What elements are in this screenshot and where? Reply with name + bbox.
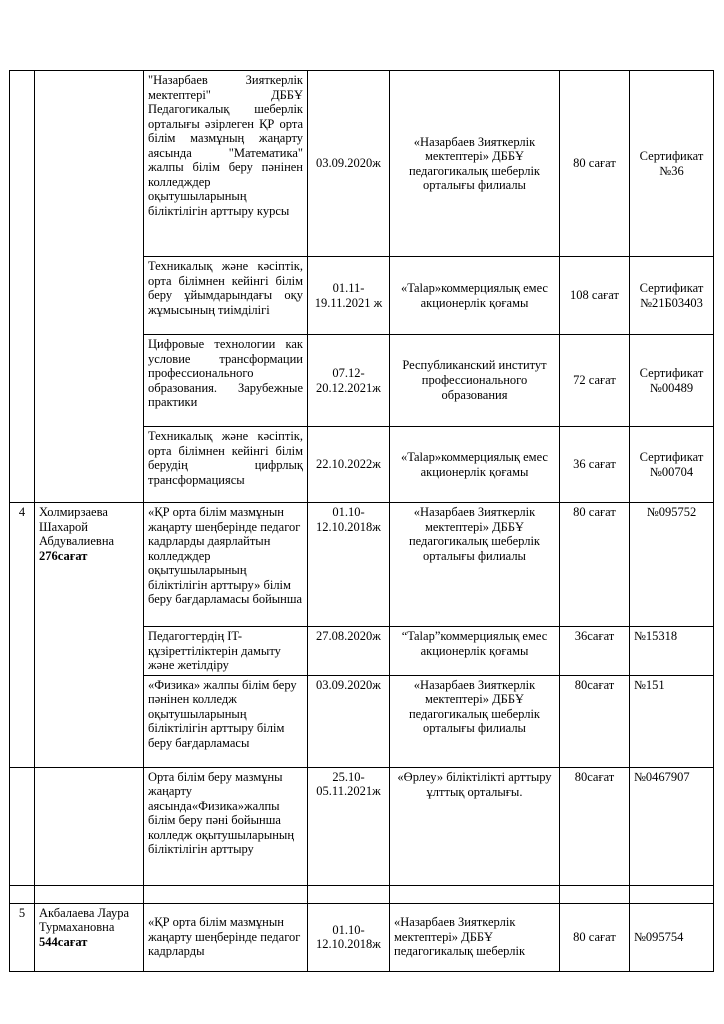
table-row bbox=[10, 903, 714, 971]
row-number-cell: 5 bbox=[10, 903, 35, 971]
course-title-cell: «ҚР орта білім мазмұнын жаңарту шеңберінде педагог кадрларды bbox=[144, 903, 308, 971]
date-cell: 22.10.2022ж bbox=[308, 427, 390, 503]
course-title-cell: Цифровые технологии как условие трансформации профессионального образования. Зарубежные практики bbox=[144, 335, 308, 427]
organization-cell: «Назарбаев Зияткерлік мектептері» ДББҰ педагогикалық шеберлік орталығы филиалы bbox=[390, 675, 560, 767]
row-number-cell bbox=[10, 767, 35, 885]
certificate-cell: №15318 bbox=[630, 627, 714, 676]
teacher-name: Акбалаева Лаура Турмахановна bbox=[39, 905, 129, 934]
organization-cell: «Өрлеу» біліктілікті арттыру ұлттық орталығы. bbox=[390, 767, 560, 885]
teacher-name-cell bbox=[35, 767, 144, 885]
table-row bbox=[10, 503, 714, 627]
row-number-cell: 4 bbox=[10, 503, 35, 768]
teacher-name-cell bbox=[35, 885, 144, 903]
certificate-cell: №151 bbox=[630, 675, 714, 767]
row-number-cell bbox=[10, 885, 35, 903]
date-cell: 03.09.2020ж bbox=[308, 675, 390, 767]
teacher-name-cell bbox=[35, 71, 144, 503]
hours-cell bbox=[560, 885, 630, 903]
hours-cell: 36сағат bbox=[560, 627, 630, 676]
hours-cell: 108 сағат bbox=[560, 257, 630, 335]
course-title-cell bbox=[144, 885, 308, 903]
course-title-cell: «ҚР орта білім мазмұнын жаңарту шеңберінде педагог кадрларды даярлайтын колледждер оқытушыларының біліктілігін арттыру» білім беру бағдарламасы бойынша bbox=[144, 503, 308, 627]
hours-cell: 80 сағат bbox=[560, 71, 630, 257]
certificate-cell: №0467907 bbox=[630, 767, 714, 885]
teacher-name: Холмирзаева Шахарой Абдувалиевна bbox=[39, 505, 115, 548]
course-title-cell: Педагогтердің IT-құзіреттіліктерін дамыту және жетілдіру bbox=[144, 627, 308, 676]
teacher-total-hours: 544сағат bbox=[39, 934, 88, 949]
date-cell: 25.10-05.11.2021ж bbox=[308, 767, 390, 885]
date-cell: 03.09.2020ж bbox=[308, 71, 390, 257]
course-title-cell: «Физика» жалпы білім беру пәнінен колледж оқытушыларының біліктілігін арттыру білім беру бағдарламасы bbox=[144, 675, 308, 767]
hours-cell: 80сағат bbox=[560, 767, 630, 885]
course-title-cell: "Назарбаев Зияткерлік мектептері" ДББҰ Педагогикалық шеберлік орталығы әзірлеген ҚР орта білім мазмұның жаңарту аясында "Математика" жалпы білім беру пәнінен колледждер оқытушыларының біліктілігін арттыру курсы bbox=[144, 71, 308, 257]
certificate-cell: №095752 bbox=[630, 503, 714, 627]
teacher-total-hours: 276сағат bbox=[39, 548, 88, 563]
organization-cell: «Назарбаев Зияткерлік мектептері» ДББҰ педагогикалық шеберлік орталығы филиалы bbox=[390, 503, 560, 627]
teacher-name-cell bbox=[35, 503, 144, 768]
certificate-cell: Сертификат №00489 bbox=[630, 335, 714, 427]
hours-cell: 72 сағат bbox=[560, 335, 630, 427]
organization-cell: Республиканский институт профессионального образования bbox=[390, 335, 560, 427]
hours-cell: 80 сағат bbox=[560, 903, 630, 971]
organization-cell bbox=[390, 885, 560, 903]
organization-cell: «Talap»коммерциялық емес акционерлік қоғамы bbox=[390, 427, 560, 503]
certificate-cell bbox=[630, 885, 714, 903]
certificate-cell: Сертификат №00704 bbox=[630, 427, 714, 503]
certificate-cell: Сертификат №36 bbox=[630, 71, 714, 257]
organization-cell: «Назарбаев Зияткерлік мектептері» ДББҰ педагогикалық шеберлік bbox=[390, 903, 560, 971]
table-row bbox=[10, 767, 714, 885]
date-cell: 01.10-12.10.2018ж bbox=[308, 903, 390, 971]
table-row bbox=[10, 71, 714, 257]
row-number-cell bbox=[10, 71, 35, 503]
organization-cell: «Talap»коммерциялық емес акционерлік қоғамы bbox=[390, 257, 560, 335]
course-title-cell: Техникалық және кәсіптік, орта білімнен кейінгі білім берудің цифрлық трансформациясы bbox=[144, 427, 308, 503]
date-cell: 07.12-20.12.2021ж bbox=[308, 335, 390, 427]
hours-cell: 80сағат bbox=[560, 675, 630, 767]
hours-cell: 36 сағат bbox=[560, 427, 630, 503]
date-cell: 01.11-19.11.2021 ж bbox=[308, 257, 390, 335]
course-title-cell: Техникалық және кәсіптік, орта білімнен кейінгі білім беру ұйымдарындағы оқу жұмысының тиімділігі bbox=[144, 257, 308, 335]
organization-cell: “Talap”коммерциялық емес акционерлік қоғамы bbox=[390, 627, 560, 676]
table-row bbox=[10, 885, 714, 903]
certificate-cell: Сертификат №21Б03403 bbox=[630, 257, 714, 335]
certificate-cell: №095754 bbox=[630, 903, 714, 971]
training-table bbox=[9, 70, 714, 972]
date-cell: 27.08.2020ж bbox=[308, 627, 390, 676]
organization-cell: «Назарбаев Зияткерлік мектептері» ДББҰ педагогикалық шеберлік орталығы филиалы bbox=[390, 71, 560, 257]
course-title-cell: Орта білім беру мазмұны жаңарту аясында«Физика»жалпы білім беру пәні бойынша колледж оқытушыларының біліктілігін арттыру bbox=[144, 767, 308, 885]
date-cell bbox=[308, 885, 390, 903]
teacher-name-cell bbox=[35, 903, 144, 971]
hours-cell: 80 сағат bbox=[560, 503, 630, 627]
date-cell: 01.10-12.10.2018ж bbox=[308, 503, 390, 627]
